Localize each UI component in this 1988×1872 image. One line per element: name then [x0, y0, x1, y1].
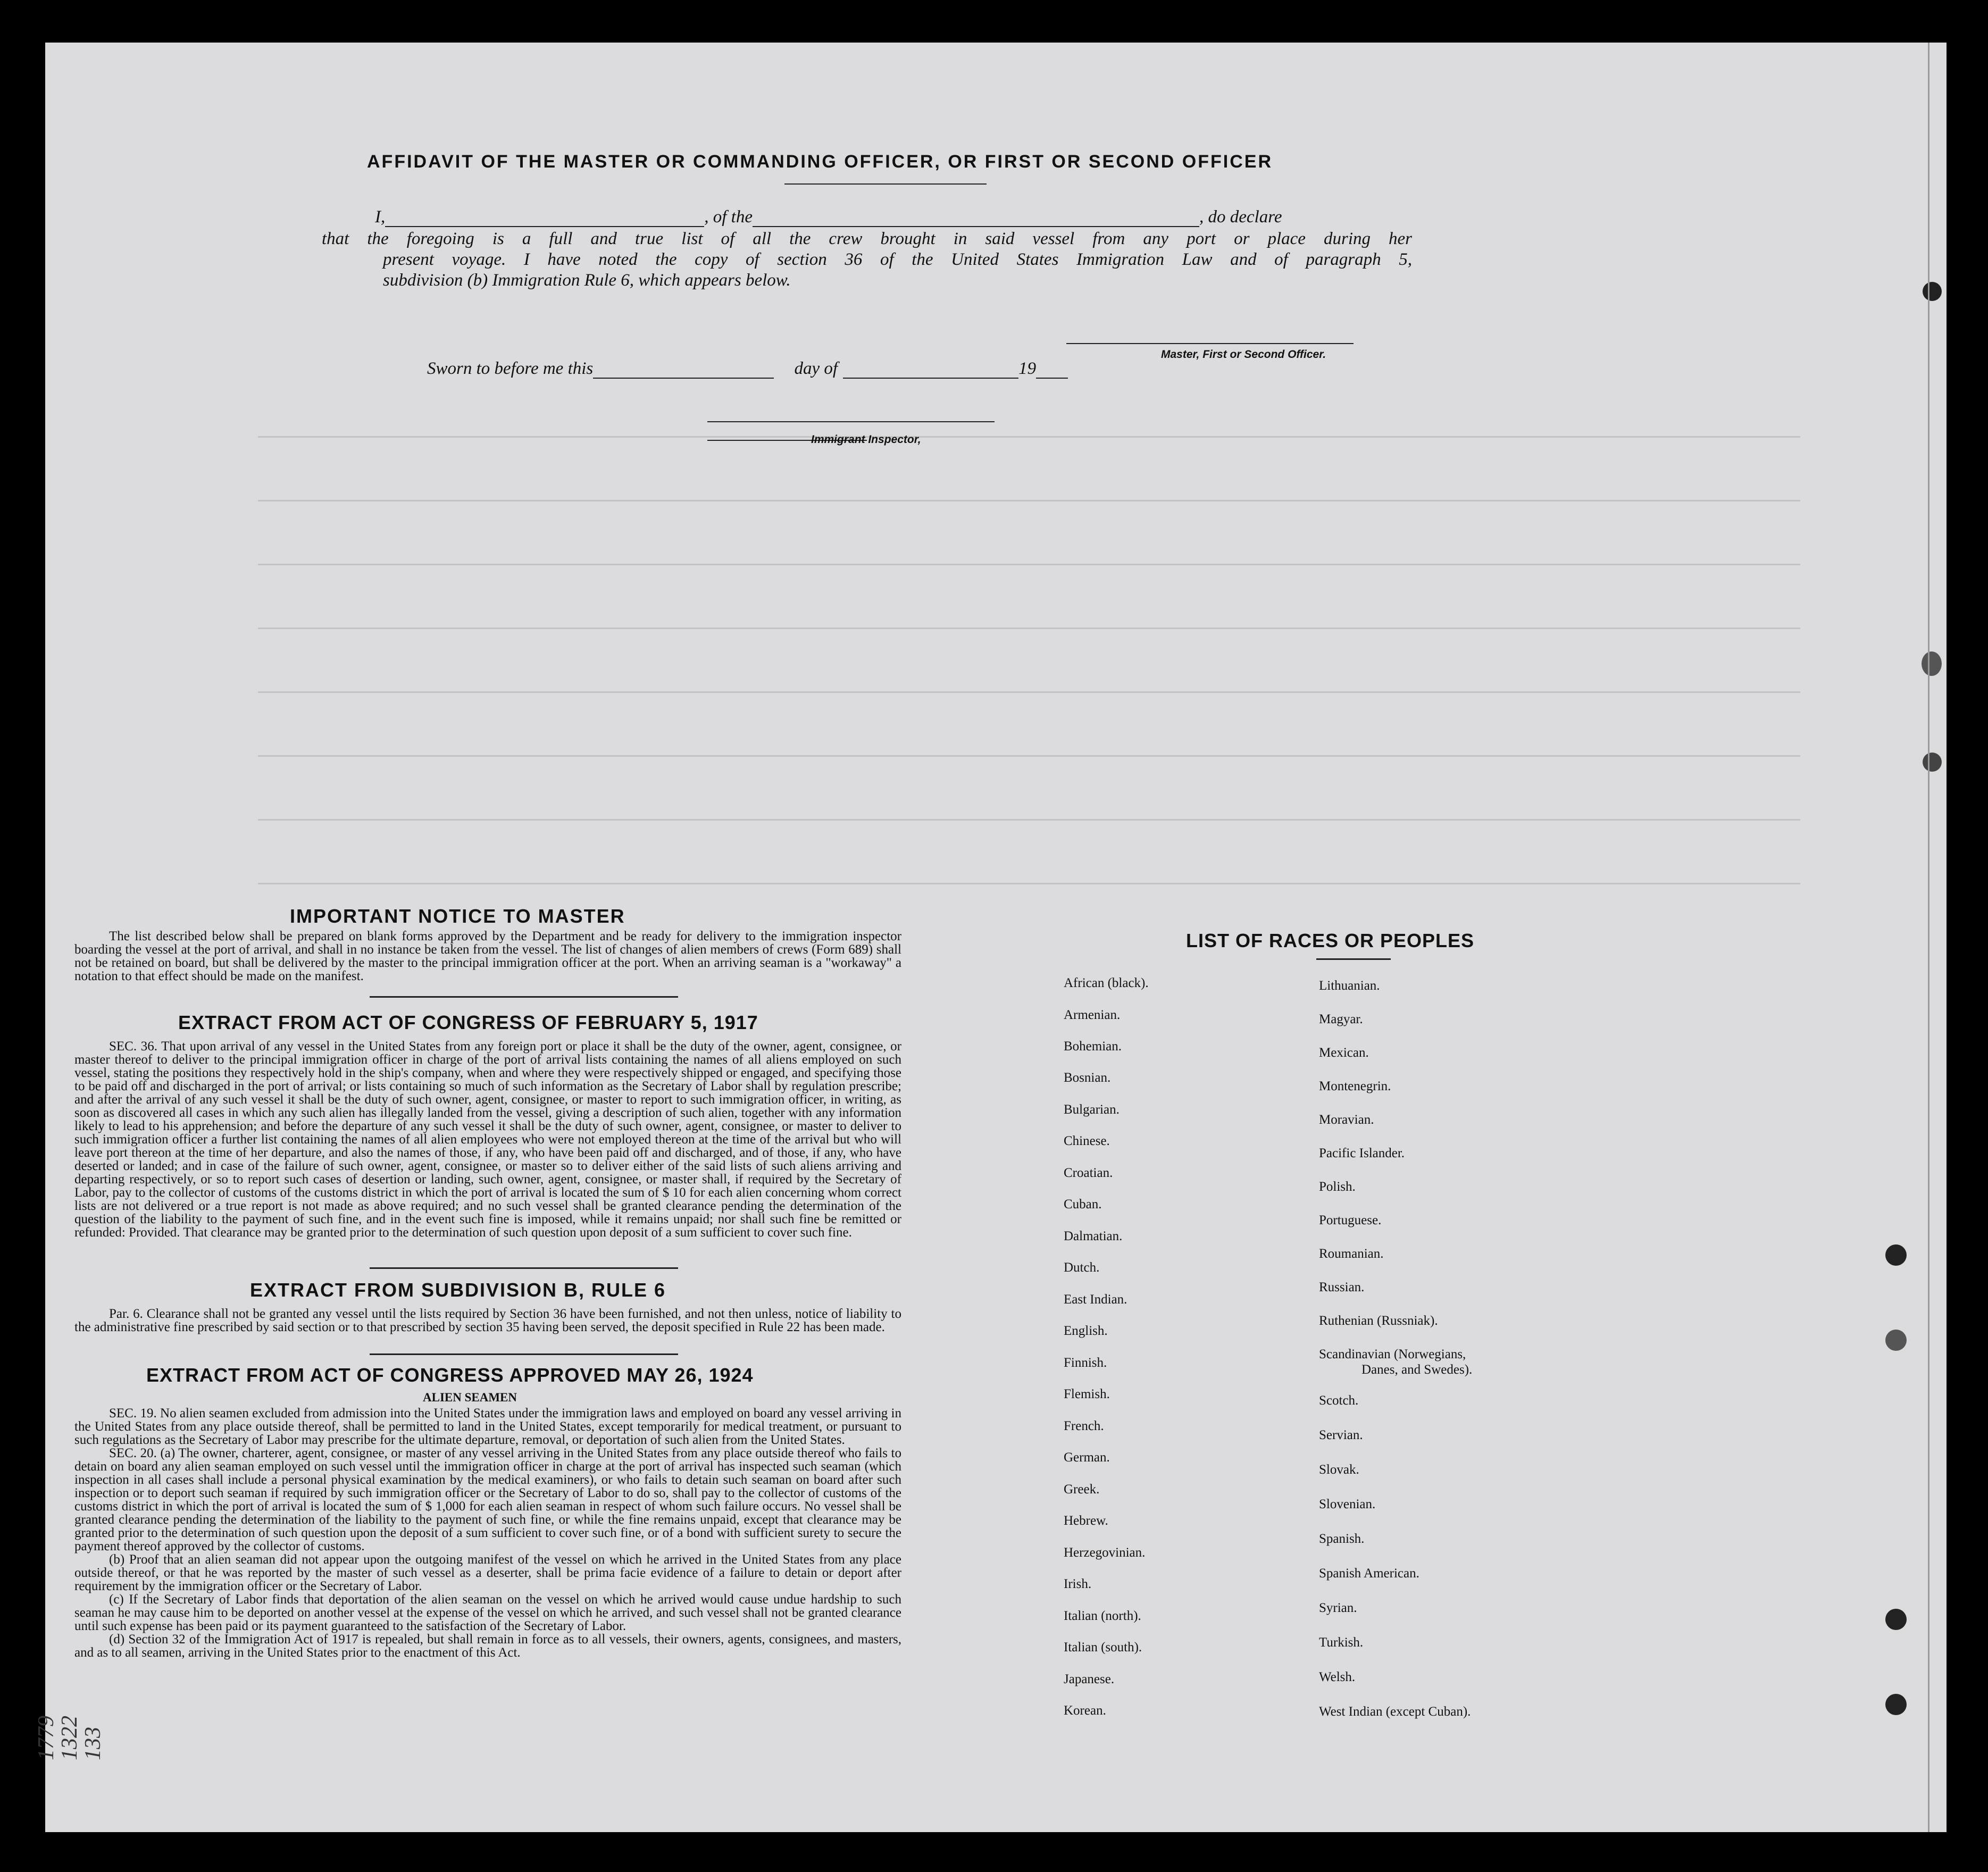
affidavit-line-1: that the foregoing is a full and true list of all the crew brought in said vessel from any port or place during her: [322, 229, 1412, 248]
races-title: LIST OF RACES OR PEOPLES: [1186, 930, 1475, 951]
document-page: [34, 43, 1947, 1832]
race-item: Lithuanian.: [1319, 979, 1380, 993]
sworn-label: Sworn to before me this: [427, 359, 594, 378]
race-item: French.: [1064, 1419, 1104, 1433]
act1917-text: SEC. 36. That upon arrival of any vessel in the United States from any foreign port or place it shall be the duty of the owner, agent, consignee, or master thereof to deliver to the principal immigration officer in charge of the port of arrival lists containing the names of all aliens employed on such vessel, stating the positions they respectively hold in the ship's company, when and where they were respectively shipped or engaged, and specifying those to be paid off and discharged in the port of arrival; or lists containing so much of such information as the Secretary of Labor shall by regulation prescribe; and after the arrival of any such vessel it shall be the duty of such owner, agent, consignee, or master to report to such immigration officer, in writing, as soon as discovered all cases in which any such alien has illegally landed from the vessel, giving a description of such alien, together with any information likely to lead to his apprehension; and before the departure of any such vessel it shall be the duty of such owner, agent, consignee, or master to deliver to such immigration officer a further list containing the names of all alien employees who were not employed thereon at the time of the arrival but who will leave port thereon at the time of her departure, and also the names of those, if any, who have been paid off and discharged, and of those, if any, who have deserted or landed; and in case of the failure of such owner, agent, consignee, or master so to deliver either of the said lists of such aliens arriving and departing respectively, or so to report such cases of desertion or landing, such owner, agent, consignee, or master shall, if required by the Secretary of Labor, pay to the collector of customs of the customs district in which the port of arrival is located the sum of $ 10 for each alien concerning whom correct lists are not delivered or a true report is not made as above required; and no such vessel shall be granted clearance pending the determination of the question of the liability to the payment of such fine, and in the event such fine is imposed, while it remains unpaid; nor shall such fine be remitted or refunded: Provided. That clearance may be granted prior to the determination of such question upon deposit of a sum sufficient to cover such fine.: [74, 1039, 901, 1240]
act1917-rule: [370, 1267, 678, 1269]
declarant-label: I,: [375, 207, 386, 227]
race-item: Armenian.: [1064, 1008, 1121, 1022]
notice-rule: [370, 996, 678, 998]
race-item: Scandinavian (Norwegians,: [1319, 1347, 1466, 1361]
race-item: Montenegrin.: [1319, 1079, 1391, 1093]
race-item: Magyar.: [1319, 1012, 1363, 1026]
affidavit-title: AFFIDAVIT OF THE MASTER OR COMMANDING OFFICER, OR FIRST OR SECOND OFFICER: [367, 152, 1273, 172]
sworn-month-field[interactable]: [843, 378, 1018, 379]
punch-hole-icon: [1885, 1609, 1907, 1630]
race-item: Russian.: [1319, 1280, 1365, 1294]
vessel-name-field[interactable]: [753, 226, 1199, 227]
races-rule: [1316, 958, 1391, 960]
act1924-body: [74, 1407, 901, 1659]
declarant-name-field[interactable]: [385, 226, 704, 227]
affidavit-line-2: present voyage. I have noted the copy of section 36 of the United States Immigration Law and of paragraph 5,: [383, 250, 1412, 269]
race-item: Roumanian.: [1319, 1247, 1384, 1261]
sec20d-text: (d) Section 32 of the Immigration Act of 1917 is repealed, but shall remain in force as to all vessels, their owners, agents, consignees, and masters, and as to all seamen, arriving in the United States prior to the enactment of this Act.: [74, 1632, 901, 1660]
punch-hole-icon: [1885, 1694, 1907, 1715]
year-label: 19: [1018, 359, 1037, 378]
sec20b-text: (b) Proof that an alien seaman did not appear upon the outgoing manifest of the vessel on which he arrived in the United States from any place outside thereof, or that he was reported by the master of such vessel as a deserter, shall be prima facie evidence of a failure to detain or deport after requirement by the immigration officer or the Secretary of Labor.: [74, 1552, 901, 1593]
race-item: Syrian.: [1319, 1601, 1357, 1615]
race-item: Bulgarian.: [1064, 1102, 1120, 1117]
rule6-title: EXTRACT FROM SUBDIVISION B, RULE 6: [250, 1279, 666, 1301]
act1917-title: EXTRACT FROM ACT OF CONGRESS OF FEBRUARY 5, 1917: [178, 1012, 758, 1033]
race-item: Hebrew.: [1064, 1514, 1108, 1528]
race-item: English.: [1064, 1324, 1108, 1338]
officer-signature-line[interactable]: [1066, 343, 1354, 344]
race-item: Slovak.: [1319, 1462, 1359, 1477]
sec20-text: SEC. 20. (a) The owner, charterer, agent, consignee, or master of any vessel arriving in the United States from any place outside thereof who fails to detain on board any alien seaman employed on such vessel until the immigration officer in charge at the port of arrival has inspected such seaman (which inspection in all cases shall include a personal physical examination by the medical examiners), or who fails to detain such seaman on board after such inspection or to deport such seaman if required by such immigration officer or the Secretary of Labor to do so, shall pay to the collector of customs of the customs district in which the port of arrival is located the sum of $ 1,000 for each alien seaman in respect of whom such failure occurs. No vessel shall be granted clearance pending the determination of the liability to the payment of such fine, or while the fine remains unpaid, except that clearance may be granted prior to the determination of such question upon the deposit of a sum sufficient to cover such fine, or of a bond with sufficient surety to secure the payment thereof approved by the collector of customs.: [74, 1446, 901, 1553]
act1924-title: EXTRACT FROM ACT OF CONGRESS APPROVED MAY 26, 1924: [146, 1364, 754, 1386]
race-item: West Indian (except Cuban).: [1319, 1704, 1471, 1719]
handwritten-number: 1322: [57, 1716, 82, 1760]
race-item: Mexican.: [1319, 1046, 1369, 1060]
race-item: Croatian.: [1064, 1166, 1113, 1180]
race-item: Portuguese.: [1319, 1213, 1382, 1227]
race-item: Spanish American.: [1319, 1566, 1419, 1581]
affidavit-line-3: subdivision (b) Immigration Rule 6, which appears below.: [383, 271, 791, 290]
race-item: Bohemian.: [1064, 1039, 1122, 1054]
race-item: Scotch.: [1319, 1393, 1359, 1408]
sec19-text: SEC. 19. No alien seamen excluded from admission into the United States under the immigration laws and employed on board any vessel arriving in the United States from any place outside thereof, shall be permitted to land in the United States, except temporarily for medical treatment, or pursuant to such regulations as the Secretary of Labor may prescribe for the ultimate departure, removal, or deportation of such alien from the United States.: [74, 1406, 901, 1447]
punch-hole-icon: [1923, 753, 1942, 772]
sec20c-text: (c) If the Secretary of Labor finds that deportation of the alien seaman on the vessel on which he arrived would cause undue hardship to such seaman he may cause him to be deported on another vessel at the expense of the vessel on which he arrived, and such vessel shall not be granted clearance until such expense has been paid or its payment guaranteed to the satisfaction of the Secretary of Labor.: [74, 1592, 901, 1633]
race-item: Herzegovinian.: [1064, 1545, 1146, 1560]
notice-text: The list described below shall be prepared on blank forms approved by the Department and be ready for delivery to the immigration inspector boarding the vessel at the port of arrival, and shall in no instance be taken from the vessel. The list of changes of alien members of crews (Form 689) shall not be retained on board, but shall be delivered by the master to the principal immigration officer at the port. When an arriving seaman is a "workaway" a notation to that effect should be made on the manifest.: [74, 929, 901, 983]
race-item: German.: [1064, 1450, 1110, 1465]
of-the-label: , of the: [704, 207, 753, 227]
inspector-signature-line[interactable]: [707, 421, 995, 422]
punch-hole-icon: [1923, 282, 1942, 301]
officer-signature-caption: Master, First or Second Officer.: [1161, 348, 1326, 361]
punch-hole-icon: [1922, 651, 1942, 676]
notice-title: IMPORTANT NOTICE TO MASTER: [290, 905, 625, 927]
race-item: East Indian.: [1064, 1292, 1127, 1307]
race-item: Servian.: [1319, 1428, 1363, 1442]
race-item: Danes, and Swedes).: [1361, 1363, 1473, 1377]
race-item: Pacific Islander.: [1319, 1146, 1405, 1160]
race-item: Moravian.: [1319, 1113, 1374, 1127]
declaration-line: [375, 207, 1282, 227]
race-item: Dutch.: [1064, 1260, 1100, 1275]
race-item: Polish.: [1319, 1180, 1356, 1194]
do-declare-label: , do declare: [1199, 207, 1282, 227]
race-item: Italian (north).: [1064, 1609, 1141, 1623]
race-item: Irish.: [1064, 1577, 1092, 1591]
race-item: Flemish.: [1064, 1387, 1110, 1401]
race-item: Bosnian.: [1064, 1071, 1111, 1085]
inspector-caption: Immigrant Inspector,: [811, 433, 921, 446]
race-item: Italian (south).: [1064, 1640, 1142, 1654]
race-item: Slovenian.: [1319, 1497, 1376, 1511]
race-item: Japanese.: [1064, 1672, 1115, 1686]
race-item: Cuban.: [1064, 1197, 1102, 1211]
race-item: African (black).: [1064, 976, 1149, 990]
race-item: Greek.: [1064, 1482, 1100, 1497]
handwritten-number: 133: [81, 1727, 105, 1760]
day-of-label: day of: [794, 359, 838, 378]
affidavit-body: [322, 229, 1412, 291]
rule6-rule: [370, 1353, 678, 1355]
sworn-day-field[interactable]: [593, 378, 774, 379]
race-item: Welsh.: [1319, 1670, 1356, 1684]
race-item: Chinese.: [1064, 1134, 1110, 1148]
rule6-text: Par. 6. Clearance shall not be granted any vessel until the lists required by Section 36 have been furnished, and not then unless, notice of liability to the administrative fine prescribed by said section or to that prescribed by section 35 having been served, the deposit specified in Rule 22 has been made.: [74, 1307, 901, 1334]
race-item: Dalmatian.: [1064, 1229, 1123, 1243]
handwritten-note: [35, 1716, 105, 1760]
handwritten-number: 1779: [34, 1716, 59, 1760]
sworn-year-field[interactable]: [1036, 378, 1068, 379]
race-item: Ruthenian (Russniak).: [1319, 1314, 1438, 1328]
race-item: Korean.: [1064, 1703, 1106, 1718]
race-item: Turkish.: [1319, 1635, 1364, 1650]
punch-hole-icon: [1885, 1330, 1907, 1351]
punch-hole-icon: [1885, 1244, 1907, 1266]
page-edge: [1928, 43, 1929, 1832]
title-rule: [784, 183, 987, 185]
race-item: Finnish.: [1064, 1356, 1107, 1370]
act1924-subtitle: ALIEN SEAMEN: [423, 1391, 517, 1404]
sworn-line: [427, 359, 1068, 379]
race-item: Spanish.: [1319, 1532, 1365, 1546]
